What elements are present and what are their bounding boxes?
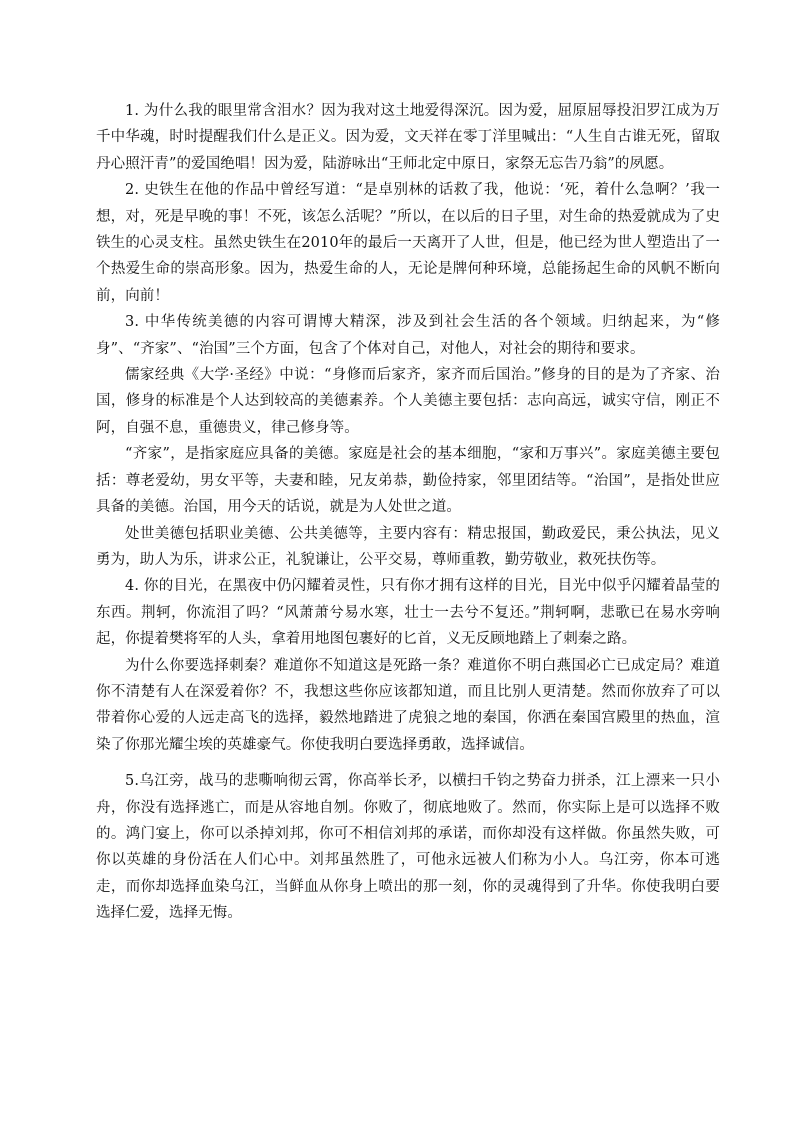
- paragraph-1: 1. 为什么我的眼里常含泪水？因为我对这土地爱得深沉。因为爱，屈原屈辱投汨罗江成为万千中华魂，时时提醒我们什么是正义。因为爱，文天祥在零丁洋里喊出：“人生自古谁无死，留取丹心照汗青”的爱国绝唱！因为爱，陆游咏出“王师北定中原日，家祭无忘告乃翁”的夙愿。: [96, 103, 720, 172]
- document-body: [96, 98, 720, 927]
- paragraph-6: 处世美德包括职业美德、公共美德等，主要内容有：精忠报国，勤政爱民，秉公执法，见义勇为，助人为乐，讲求公正，礼貌谦让，公平交易，尊师重教，勤劳敬业，救死扶伤等。: [96, 525, 720, 568]
- paragraph-9: 5.乌江旁，战马的悲嘶响彻云霄，你高举长矛，以横扫千钧之势奋力拼杀，江上漂来一只小舟，你没有选择逃亡，而是从容地自刎。你败了，彻底地败了。然而，你实际上是可以选择不败的。鸿门宴上，你可以杀掉刘邦，你可不相信刘邦的承诺，而你却没有这样做。你虽然失败，可你以英雄的身份活在人们心中。刘邦虽然胜了，可他永远被人们称为小人。乌江旁，你本可逃走，而你却选择血染乌江，当鲜血从你身上喷出的那一刻，你的灵魂得到了升华。你使我明白要选择仁爱，选择无悔。: [96, 773, 720, 922]
- paragraph-4: 儒家经典《大学·圣经》中说：“身修而后家齐，家齐而后国治。”修身的目的是为了齐家、治国，修身的标准是个人达到较高的美德素养。个人美德主要包括：志向高远，诚实守信，刚正不阿，自强不息，重德贵义，律己修身等。: [96, 367, 720, 436]
- paragraph-3: 3. 中华传统美德的内容可谓博大精深，涉及到社会生活的各个领域。归纳起来，为“修身”、“齐家”、“治国”三个方面，包含了个体对自己，对他人，对社会的期待和要求。: [96, 314, 720, 357]
- paragraph-8: 为什么你要选择刺秦？难道你不知道这是死路一条？难道你不明白燕国必亡已成定局？难道你不清楚有人在深爱着你？不，我想这些你应该都知道，而且比别人更清楚。然而你放弃了可以带着你心爱的人远走高飞的选择，毅然地踏进了虎狼之地的秦国，你洒在秦国宫殿里的热血，渲染了你那光耀尘埃的英雄豪气。你使我明白要选择勇敢，选择诚信。: [96, 657, 720, 753]
- paragraph-7: 4. 你的目光，在黑夜中仍闪耀着灵性，只有你才拥有这样的目光，目光中似乎闪耀着晶莹的东西。荆轲，你流泪了吗？“风萧萧兮易水寒，壮士一去兮不复还。”荆轲啊，悲歌已在易水旁响起，你提着樊将军的人头，拿着用地图包裹好的匕首，义无反顾地踏上了刺秦之路。: [96, 578, 720, 648]
- paragraph-2: 2. 史铁生在他的作品中曾经写道：“是卓别林的话救了我，他说：‘死，着什么急啊？’我一想，对，死是早晚的事！不死，该怎么活呢？”所以，在以后的日子里，对生命的热爱就成为了史铁生的心灵支柱。虽然史铁生在2010年的最后一天离开了人世，但是，他已经为世人塑造出了一个热爱生命的崇高形象。因为，热爱生命的人，无论是牌何种环境，总能扬起生命的风帆不断向前，向前！: [96, 182, 720, 304]
- paragraph-5: “齐家”，是指家庭应具备的美德。家庭是社会的基本细胞，“家和万事兴”。家庭美德主要包括：尊老爱幼，男女平等，夫妻和睦，兄友弟恭，勤俭持家，邻里团结等。“治国”，是指处世应具备的美德。治国，用今天的话说，就是为人处世之道。: [96, 446, 720, 516]
